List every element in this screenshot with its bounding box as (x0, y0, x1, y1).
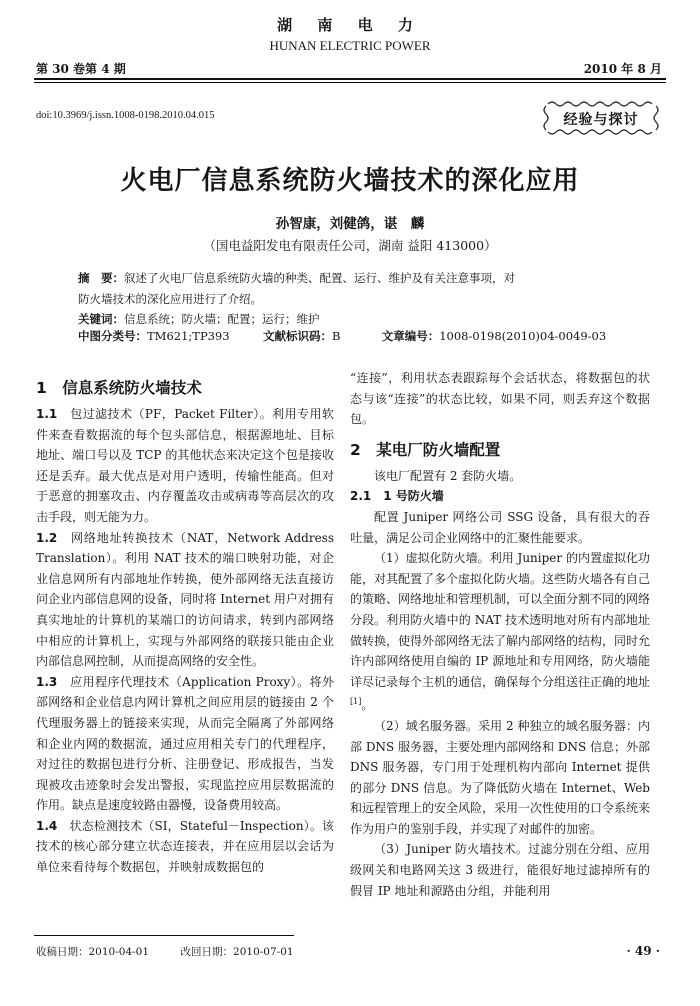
citation-ref: [1] (350, 697, 362, 707)
article-no-value: 1008-0198(2010)04-0049-03 (439, 329, 607, 343)
section-2-1-paragraph-2 (350, 548, 650, 716)
keywords: 信息系统；防火墙；配置；运行；维护 (124, 312, 320, 326)
p12-text: 网络地址转换技术（NAT，Network Address Translation）。利用 NAT 技术的端口映射功能，对企业信息网所有内部地址作转换，使外部网络无法直接访问企业内部信息网的设备，同时将 Internet 用户对拥有真实地址的计算机的某端口的访问请求，转到内部网络中相应的计算机上，实现与外部网络的联接只能由企业内部信息网控制，从而提高网络的安全性。 (36, 530, 334, 669)
issue-date: 2010 年 8 月 (583, 62, 662, 76)
magazine-title-en: HUNAN ELECTRIC POWER (269, 38, 431, 53)
article-no-label: 文章编号： (381, 329, 440, 343)
paragraph-1-2 (36, 528, 334, 672)
left-column (36, 374, 334, 878)
clc-label: 中图分类号： (78, 329, 147, 343)
page-number: · 49 · (626, 944, 660, 958)
section-2-1-paragraph-3: （2）域名服务器。采用 2 种独立的域名服务器：内部 DNS 服务器，主要处理内部网络和 DNS 信息；外部 DNS 服务器，专门用于处理机构内部向 Internet 提供的部分 DNS 信息。为了降低防火墙在 Internet、Web 和远程管理上的安全风险，采用一次性使用的口令系统来作为用户的鉴别手段，并实现了对邮件的加密。 (350, 718, 651, 836)
s21p2-text: （1）虚拟化防火墙。利用 Juniper 的内置虚拟化功能，对其配置了多个虚拟化防火墙。这些防火墙各有自己的策略、网络地址和管理机制，可以全面分割不同的网络分段。利用防火墙中的 NAT 技术透明地对所有内部地址做转换，使得外部网络无法了解内部网络的结构，同时允许内部网络使用自编的 IP 源地址和专用网络，防火墙能详尽记录每个主机的通信，确保每个分组送往正确的地址 (350, 551, 651, 689)
doc-code-label: 文献标识码： (262, 329, 332, 343)
clc-value: TM621;TP393 (147, 329, 230, 343)
keywords-label: 关键词： (78, 312, 124, 326)
abstract-line-2 (78, 289, 638, 310)
section-2-1-paragraph-4: （3）Juniper 防火墙技术。过滤分别在分组、应用级网关和电路网关这 3 级进行，能很好地过滤掉所有的假冒 IP 地址和源路由分组，并能利用 (350, 842, 650, 898)
keywords-line (78, 309, 638, 330)
affiliation: （国电益阳发电有限责任公司，湖南 益阳 413000） (203, 238, 497, 253)
badge-label: 经验与探讨 (563, 112, 639, 128)
continued-paragraph: “连接”，利用状态表跟踪每个会话状态，将数据包的状态与该“连接”的状态比较，如果不同，则丢弃这个数据包。 (350, 371, 650, 427)
right-column (350, 368, 650, 901)
s21p2-end: 。 (361, 698, 374, 713)
section-badge (542, 100, 660, 136)
paragraph-1-1 (36, 404, 334, 528)
p13-text: 应用程序代理技术（Application Proxy）。将外部网络和企业信息内网计算机之间应用层的链接由 2 个代理服务器上的链接来实现，从而完全隔离了外部网络和企业内网的数据流，通过应用相关专门的代理程序，对过往的数据包进行分析、注册登记、形成报告，当发现被攻击迹象时会发出警报，实现监控应用层数据流的作用。缺点是速度较路由器慢，设备费用较高。 (36, 674, 334, 813)
abstract-text-2: 防火墙技术的深化应用进行了介绍。 (78, 292, 262, 306)
doc-code-value: B (331, 329, 341, 343)
p13-head: 1.3 (36, 674, 58, 689)
abstract-label: 摘 要： (78, 271, 124, 285)
volume-issue: 第 30 卷第 4 期 (36, 62, 126, 76)
received-dates: 收稿日期：2010-04-01 改回日期：2010-07-01 (36, 946, 294, 958)
abstract-text-1: 叙述了火电厂信息系统防火墙的种类、配置、运行、维护及有关注意事项，对 (124, 271, 515, 285)
footnote-rule (34, 935, 294, 936)
p11-head: 1.1 (36, 407, 58, 421)
section-2-title: 2 某电厂防火墙配置 (350, 440, 501, 459)
p14-text: 状态检测技术（SI，Stateful－Inspection）。该技术的核心部分建立状态连接表，并在应用层以会话为单位来看待每个数据包，并映射成数据包的 (36, 818, 334, 875)
section-1-title: 1 信息系统防火墙技术 (36, 379, 202, 397)
p12-head: 1.2 (36, 530, 58, 545)
header-rule (34, 78, 666, 83)
authors: 孙智康，刘健鸽，谌 麟 (275, 216, 425, 232)
article-title: 火电厂信息系统防火墙技术的深化应用 (120, 166, 580, 196)
p14-head: 1.4 (36, 818, 58, 833)
doi: doi:10.3969/j.issn.1008-0198.2010.04.015 (36, 110, 215, 121)
paragraph-1-3 (36, 672, 334, 816)
magazine-title-cn: 湖 南 电 力 (277, 16, 423, 34)
section-2-1-paragraph-1: 配置 Juniper 网络公司 SSG 设备，具有很大的吞吐量，满足公司企业网络中的汇聚性能要求。 (350, 509, 650, 545)
abstract-line-1 (78, 268, 638, 289)
paragraph-1-4 (36, 816, 334, 878)
classification-row (78, 328, 658, 344)
p11-text: 包过滤技术（PF，Packet Filter）。利用专用软件来查看数据流的每个包头部信息，根据源地址、目标地址、端口号以及 TCP 的其他状态来决定这个包是接收还是丢弃。最大优点是对用户透明，传输性能高。但对于恶意的拥塞攻击、内存覆盖攻击或病毒等高层次的攻击手段，则无能为力。 (36, 407, 334, 524)
section-2-intro: 该电厂配置有 2 套防火墙。 (374, 468, 522, 483)
section-2-1-title: 2.1 1 号防火墙 (350, 489, 444, 504)
